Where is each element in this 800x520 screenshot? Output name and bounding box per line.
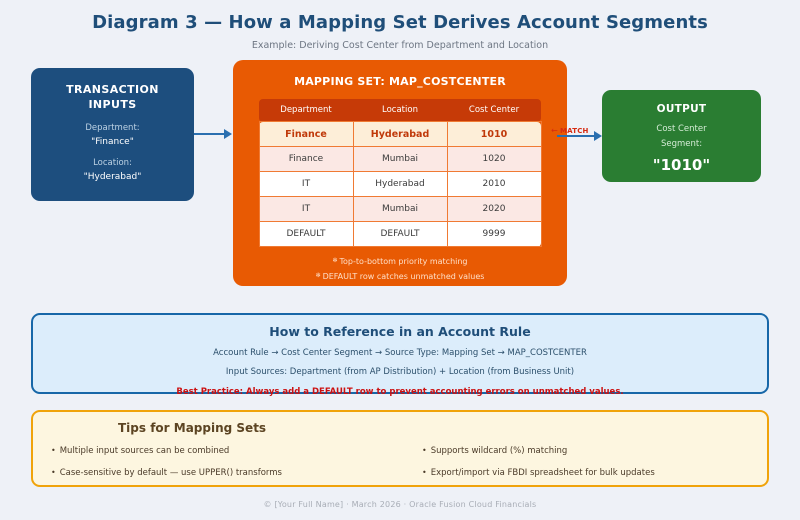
output-title: OUTPUT xyxy=(656,103,707,115)
transaction-inputs-title-line2: INPUTS xyxy=(88,98,137,111)
account-rule-reference-panel xyxy=(31,313,769,397)
cell-location: Mumbai xyxy=(353,197,447,222)
cell-location: Mumbai xyxy=(353,147,447,172)
transaction-inputs-box xyxy=(31,68,194,201)
table-row[interactable] xyxy=(259,222,541,247)
tips-columns xyxy=(33,435,767,484)
reference-title: How to Reference in an Account Rule xyxy=(269,324,531,339)
page-subtitle: Example: Deriving Cost Center from Department and Location xyxy=(251,40,549,51)
input-department-label: Department: xyxy=(85,123,140,133)
output-value: "1010" xyxy=(652,156,711,174)
bullet-icon: • xyxy=(422,446,427,455)
flow-diagram xyxy=(0,56,800,296)
tips-panel xyxy=(31,410,769,487)
input-location-value: "Hyderabad" xyxy=(83,172,142,182)
tips-column-right xyxy=(400,440,767,484)
mapping-to-output-arrow-line xyxy=(557,135,595,137)
mapping-footnote-text: DEFAULT row catches unmatched values xyxy=(322,272,485,281)
table-row[interactable] xyxy=(259,122,541,147)
cell-cost-center: 2020 xyxy=(447,197,541,222)
cell-department: IT xyxy=(259,172,353,197)
bullet-icon: • xyxy=(51,468,56,477)
reference-path-line: Account Rule → Cost Center Segment → Source Type: Mapping Set → MAP_COSTCENTER xyxy=(213,348,587,358)
tips-title: Tips for Mapping Sets xyxy=(118,421,267,435)
mapping-to-output-arrow-head xyxy=(594,131,602,141)
asterisk-icon: ✻ xyxy=(315,272,321,279)
input-to-mapping-arrow-head xyxy=(224,129,232,139)
cell-location: Hyderabad xyxy=(353,122,447,147)
table-row[interactable] xyxy=(259,172,541,197)
mapping-footnotes xyxy=(233,254,567,284)
bullet-icon: • xyxy=(422,468,427,477)
output-box xyxy=(602,90,761,182)
input-to-mapping-arrow-line xyxy=(194,133,225,135)
transaction-inputs-title-line1: TRANSACTION xyxy=(66,83,159,96)
list-item xyxy=(422,440,767,462)
reference-input-sources-line: Input Sources: Department (from AP Distribution) + Location (from Business Unit) xyxy=(225,367,575,377)
footer: © [Your Full Name] · March 2026 · Oracle Fusion Cloud Financials xyxy=(263,500,537,509)
mapping-footnote xyxy=(233,269,567,284)
cell-cost-center: 1010 xyxy=(447,122,541,147)
reference-best-practice: Best Practice: Always add a DEFAULT row to prevent accounting errors on unmatched values. xyxy=(176,387,624,397)
table-row[interactable] xyxy=(259,147,541,172)
page-title: Diagram 3 — How a Mapping Set Derives Account Segments xyxy=(92,12,708,33)
column-header-cost-center: Cost Center xyxy=(447,99,541,122)
input-location-label: Location: xyxy=(93,158,132,168)
mapping-footnote xyxy=(233,254,567,269)
list-item xyxy=(51,440,400,462)
table-row[interactable] xyxy=(259,197,541,222)
cell-department: IT xyxy=(259,197,353,222)
cell-location: DEFAULT xyxy=(353,222,447,247)
list-item xyxy=(422,462,767,484)
input-department-value: "Finance" xyxy=(91,137,134,147)
column-header-location: Location xyxy=(353,99,447,122)
cell-cost-center: 1020 xyxy=(447,147,541,172)
tips-column-left xyxy=(33,440,400,484)
mapping-set-table xyxy=(259,99,542,247)
tip-text: Export/import via FBDI spreadsheet for bulk updates xyxy=(430,468,655,478)
list-item xyxy=(51,462,400,484)
table-header-row xyxy=(259,99,541,122)
match-caret-icon: ← xyxy=(551,126,558,135)
cell-department: DEFAULT xyxy=(259,222,353,247)
cell-cost-center: 9999 xyxy=(447,222,541,247)
cell-department: Finance xyxy=(259,122,353,147)
bullet-icon: • xyxy=(51,446,56,455)
asterisk-icon: ✻ xyxy=(332,257,338,264)
mapping-set-title: MAPPING SET: MAP_COSTCENTER xyxy=(294,75,506,88)
output-subtitle-line2: Segment: xyxy=(660,139,703,149)
tip-text: Supports wildcard (%) matching xyxy=(430,446,568,456)
tip-text: Case-sensitive by default — use UPPER() transforms xyxy=(59,468,282,478)
output-subtitle-line1: Cost Center xyxy=(656,124,707,134)
tip-text: Multiple input sources can be combined xyxy=(59,446,230,456)
cell-department: Finance xyxy=(259,147,353,172)
column-header-department: Department xyxy=(259,99,353,122)
cell-cost-center: 2010 xyxy=(447,172,541,197)
cell-location: Hyderabad xyxy=(353,172,447,197)
mapping-footnote-text: Top-to-bottom priority matching xyxy=(339,257,468,266)
mapping-set-panel xyxy=(233,60,567,286)
match-label: MATCH xyxy=(560,127,589,135)
